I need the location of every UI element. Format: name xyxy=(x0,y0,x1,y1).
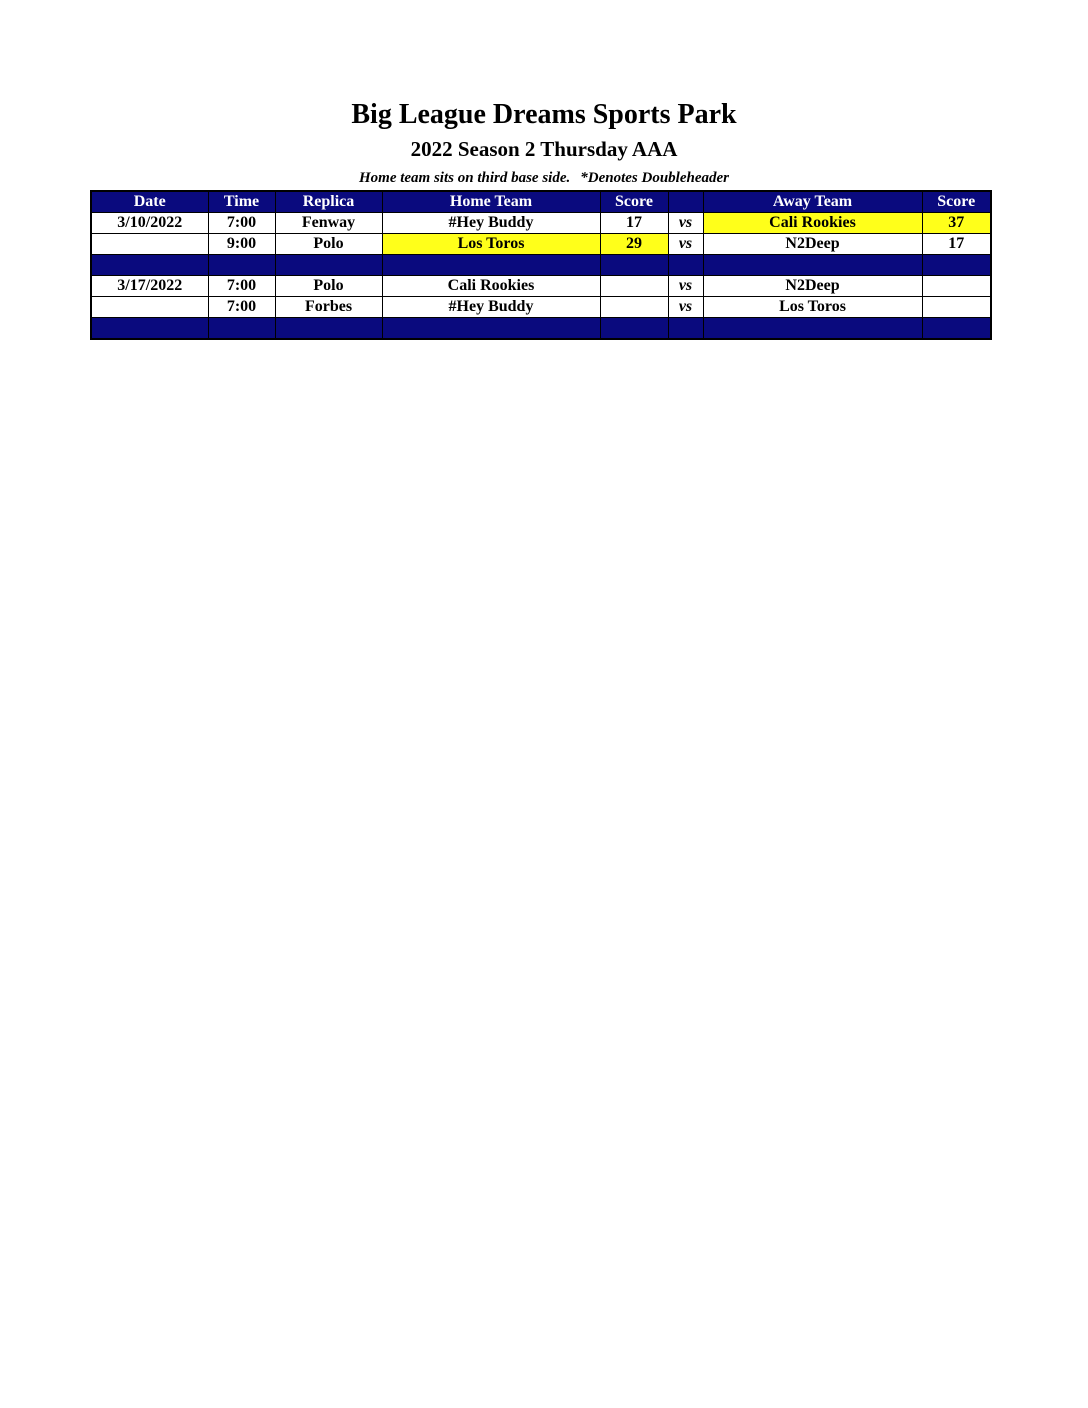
home-team: #Hey Buddy xyxy=(382,213,600,234)
game-time: 7:00 xyxy=(208,276,275,297)
home-score xyxy=(600,297,668,318)
home-score: 17 xyxy=(600,213,668,234)
game-field: Polo xyxy=(275,276,382,297)
table-row xyxy=(91,213,991,234)
away-team: N2Deep xyxy=(703,276,922,297)
home-team: Los Toros xyxy=(382,234,600,255)
game-time: 7:00 xyxy=(208,297,275,318)
schedule-table xyxy=(90,190,992,340)
column-header-date: Date xyxy=(91,191,208,213)
game-date: 3/17/2022 xyxy=(91,276,208,297)
away-score: 37 xyxy=(922,213,991,234)
column-header-away-team: Away Team xyxy=(703,191,922,213)
table-row xyxy=(91,276,991,297)
column-header-vs xyxy=(668,191,703,213)
away-team: Los Toros xyxy=(703,297,922,318)
table-row xyxy=(91,234,991,255)
game-time: 9:00 xyxy=(208,234,275,255)
vs-label: vs xyxy=(668,297,703,318)
column-header-home-score: Score xyxy=(600,191,668,213)
game-date xyxy=(91,234,208,255)
column-header-home-team: Home Team xyxy=(382,191,600,213)
vs-label: vs xyxy=(668,213,703,234)
game-date xyxy=(91,297,208,318)
home-team-note: Home team sits on third base side. xyxy=(358,170,571,186)
away-score xyxy=(922,297,991,318)
game-field: Forbes xyxy=(275,297,382,318)
table-row xyxy=(91,297,991,318)
away-team: N2Deep xyxy=(703,234,922,255)
away-team: Cali Rookies xyxy=(703,213,922,234)
home-score: 29 xyxy=(600,234,668,255)
away-score xyxy=(922,276,991,297)
doubleheader-note: *Denotes Doubleheader xyxy=(580,170,729,186)
column-header-replica: Replica xyxy=(275,191,382,213)
page-title: Big League Dreams Sports Park xyxy=(351,99,737,130)
home-score xyxy=(600,276,668,297)
game-time: 7:00 xyxy=(208,213,275,234)
week-separator xyxy=(91,255,991,276)
game-date: 3/10/2022 xyxy=(91,213,208,234)
schedule-note xyxy=(0,168,1088,188)
home-team: #Hey Buddy xyxy=(382,297,600,318)
vs-label: vs xyxy=(668,234,703,255)
away-score: 17 xyxy=(922,234,991,255)
column-header-time: Time xyxy=(208,191,275,213)
vs-label: vs xyxy=(668,276,703,297)
week-separator xyxy=(91,318,991,340)
page-subtitle: 2022 Season 2 Thursday AAA xyxy=(410,137,678,161)
game-field: Fenway xyxy=(275,213,382,234)
table-header-row xyxy=(91,191,991,213)
game-field: Polo xyxy=(275,234,382,255)
home-team: Cali Rookies xyxy=(382,276,600,297)
column-header-away-score: Score xyxy=(922,191,991,213)
